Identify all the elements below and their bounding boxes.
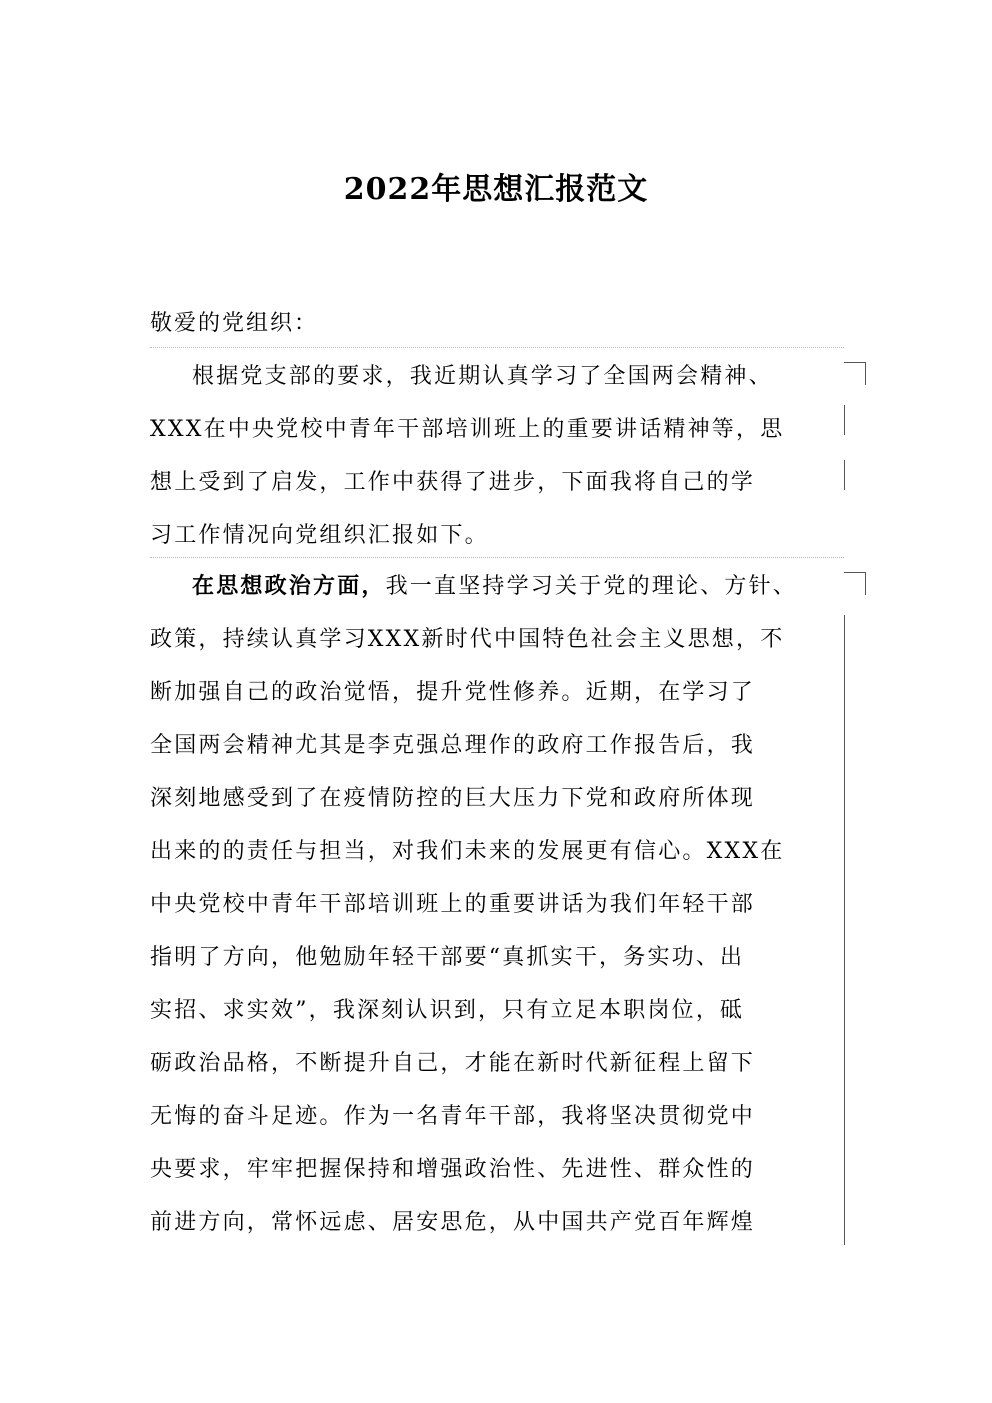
paragraph-2-edge-mark [844,615,845,1245]
paragraph-2-line: 指明了方向，他勉励年轻干部要“真抓实干，务实功、出 [150,945,745,970]
paragraph-2-line: 出来的的责任与担当，对我们未来的发展更有信心。XXX在 [150,839,785,864]
paragraph-1-line: 根据党支部的要求，我近期认真学习了全国两会精神、 [192,364,773,389]
paragraph-1 [150,350,844,562]
paragraph-1-line: 习工作情况向党组织汇报如下。 [150,523,489,548]
paragraph-2-line: 断加强自己的政治觉悟，提升党性修养。近期，在学习了 [150,680,756,705]
paragraph-1-top-rule [150,347,844,348]
paragraph-2-line: 央要求，牢牢把握保持和增强政治性、先进性、群众性的 [150,1157,756,1182]
paragraph-2-line: 中央党校中青年干部培训班上的重要讲话为我们年轻干部 [150,892,756,917]
paragraph-2-line: 政策，持续认真学习XXX新时代中国特色社会主义思想，不 [150,627,785,652]
paragraph-2-corner-mark [844,572,866,573]
paragraph-2-first-line [150,560,844,613]
paragraph-2-line: 砺政治品格，不断提升自己，才能在新时代新征程上留下 [150,1051,756,1076]
paragraph-2-line: 全国两会精神尤其是李克强总理作的政府工作报告后，我 [150,733,756,758]
paragraph-1-edge-mark [844,460,845,490]
paragraph-1-edge-mark [844,405,845,435]
paragraph-1-line: XXX在中央党校中青年干部培训班上的重要讲话精神等，思 [150,417,785,442]
paragraph-2 [150,560,844,1249]
paragraph-2-lead: 在思想政治方面， [192,573,386,599]
paragraph-2-line: 前进方向，常怀远虑、居安思危，从中国共产党百年辉煌 [150,1210,756,1235]
paragraph-1-corner-mark [844,362,866,363]
salutation: 敬爱的党组织： [150,311,319,336]
paragraph-2-line: 深刻地感受到了在疫情防控的巨大压力下党和政府所体现 [150,786,756,811]
paragraph-2-line: 无悔的奋斗足迹。作为一名青年干部，我将坚决贯彻党中 [150,1104,756,1129]
paragraph-2-first-line-text: 我一直坚持学习关于党的理论、方针、 [385,574,798,599]
paragraph-2-line: 实招、求实效”，我深刻认识到，只有立足本职岗位，砥 [150,998,745,1023]
paragraph-1-line: 想上受到了启发，工作中获得了进步，下面我将自己的学 [150,470,756,495]
document-title: 2022年思想汇报范文 [343,172,649,207]
